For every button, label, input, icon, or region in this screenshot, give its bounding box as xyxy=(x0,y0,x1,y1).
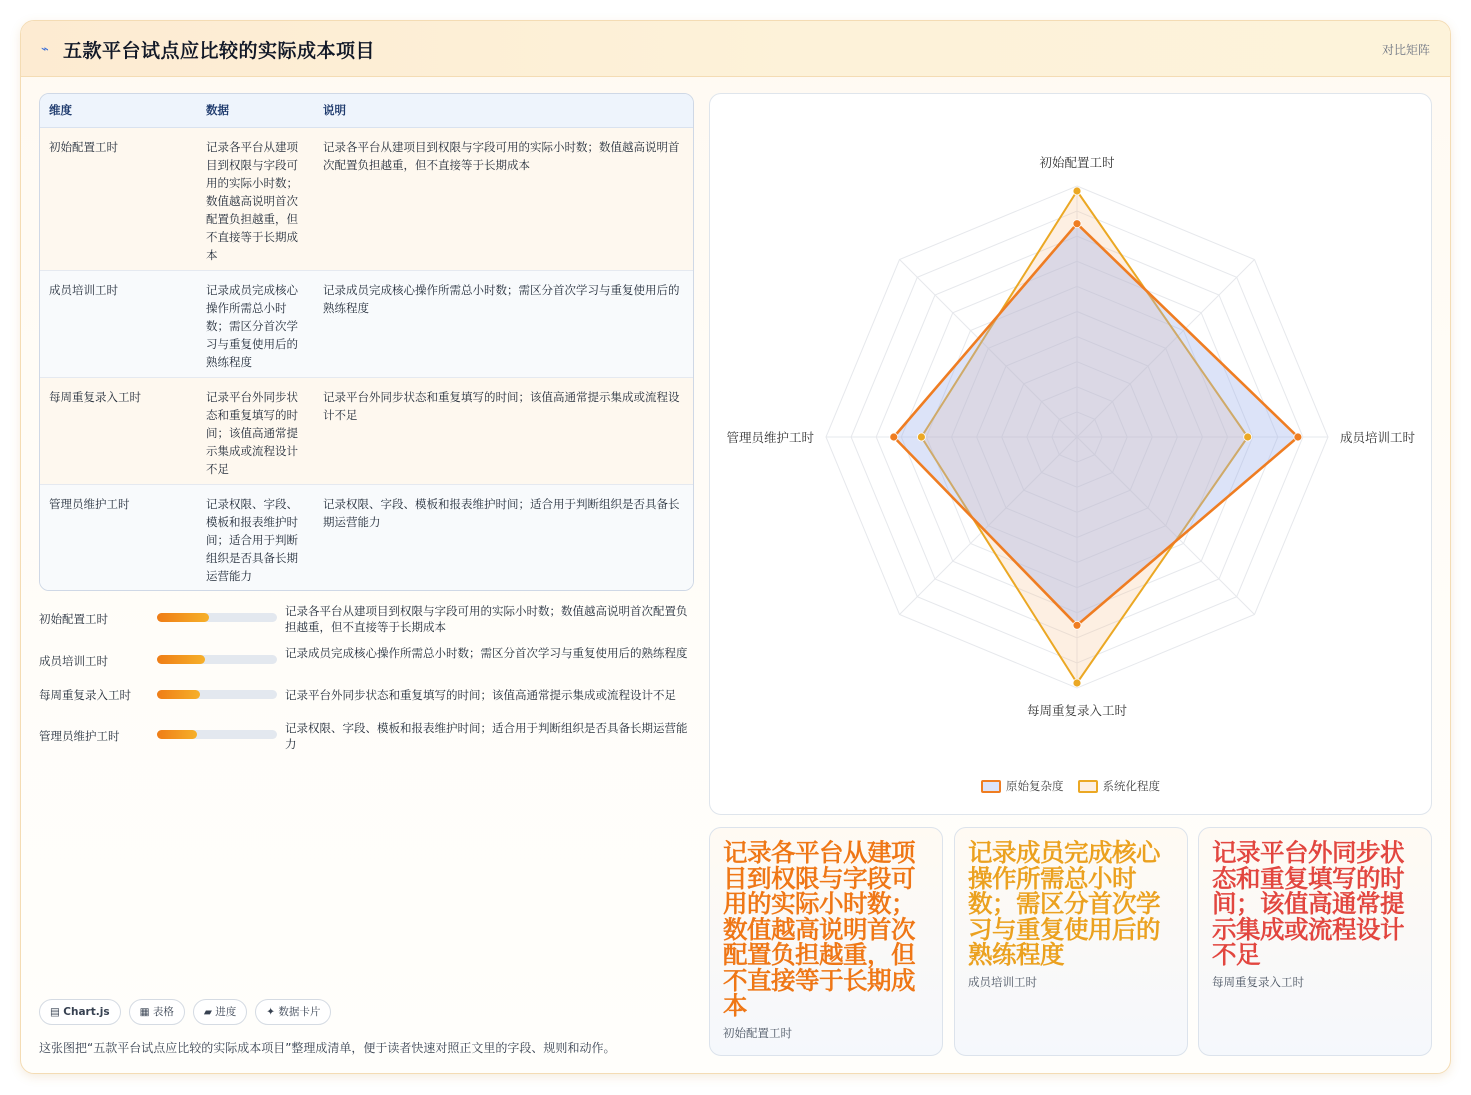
series-area-0 xyxy=(894,224,1298,626)
cell-desc: 记录各平台从建项目到权限与字段可用的实际小时数；数值越高说明首次配置负担越重，但不直接等于长期成本 xyxy=(314,127,693,270)
table-icon: ▦ xyxy=(139,1006,150,1018)
cell-dim: 每周重复录入工时 xyxy=(40,377,197,484)
radar-chart-panel xyxy=(709,93,1432,815)
progress-track xyxy=(157,613,277,622)
stat-label: 每周重复录入工时 xyxy=(1212,974,1304,989)
progress-desc: 记录权限、字段、模板和报表维护时间；适合用于判断组织是否具备长期运营能力 xyxy=(285,721,688,751)
cell-dim: 管理员维护工时 xyxy=(40,484,197,591)
stat-value: 记录平台外同步状态和重复填写的时间；该值高通常提示集成或流程设计不足 xyxy=(1212,838,1404,969)
data-point xyxy=(1244,433,1252,441)
cell-data: 记录成员完成核心操作所需总小时数；需区分首次学习与重复使用后的熟练程度 xyxy=(197,270,314,377)
data-point xyxy=(1073,220,1081,228)
axis-label: 初始配置工时 xyxy=(1039,155,1115,170)
progress-row xyxy=(39,645,695,685)
progress-fill xyxy=(157,655,205,664)
cell-data: 记录权限、字段、模板和报表维护时间；适合用于判断组织是否具备长期运营能力 xyxy=(197,484,314,591)
chip-progress[interactable] xyxy=(193,999,247,1025)
dimension-table xyxy=(39,93,694,591)
cell-desc: 记录成员完成核心操作所需总小时数；需区分首次学习与重复使用后的熟练程度 xyxy=(314,270,693,377)
stat-label: 成员培训工时 xyxy=(968,974,1037,989)
tech-chips xyxy=(39,999,331,1025)
table-row xyxy=(40,270,693,377)
progress-row xyxy=(39,603,695,643)
table-row xyxy=(40,484,693,591)
stat-label: 初始配置工时 xyxy=(723,1025,792,1040)
progress-label: 初始配置工时 xyxy=(39,612,108,626)
axis-label: 成员培训工时 xyxy=(1340,430,1416,445)
axis-label: 管理员维护工时 xyxy=(726,430,814,445)
progress-list xyxy=(39,603,695,756)
stat-card xyxy=(709,827,943,1056)
table-row xyxy=(40,127,693,270)
data-point xyxy=(1073,621,1081,629)
legend-label: 系统化程度 xyxy=(1102,779,1160,793)
cell-desc: 记录平台外同步状态和重复填写的时间；该值高通常提示集成或流程设计不足 xyxy=(314,377,693,484)
progress-row xyxy=(39,687,695,720)
table-header-row xyxy=(40,94,693,127)
page-title: 五款平台试点应比较的实际成本项目 xyxy=(63,40,376,62)
cell-data: 记录各平台从建项目到权限与字段可用的实际小时数；数值越高说明首次配置负担越重，但不直接等于长期成本 xyxy=(197,127,314,270)
stat-value: 记录成员完成核心操作所需总小时数；需区分首次学习与重复使用后的熟练程度 xyxy=(968,838,1160,969)
progress-fill xyxy=(157,690,200,699)
progress-label: 管理员维护工时 xyxy=(39,729,120,743)
data-point xyxy=(1294,433,1302,441)
progress-fill xyxy=(157,613,209,622)
legend-item[interactable] xyxy=(981,778,1064,794)
radar-chart xyxy=(710,94,1433,774)
header-bar xyxy=(21,21,1450,77)
col-header-data: 数据 xyxy=(197,94,314,127)
chart-icon: ▤ xyxy=(50,1006,60,1018)
legend-swatch-1 xyxy=(1078,780,1098,793)
data-point xyxy=(1073,187,1081,195)
legend-label: 原始复杂度 xyxy=(1006,779,1064,793)
legend-item[interactable] xyxy=(1078,778,1161,794)
axis-label: 每周重复录入工时 xyxy=(1026,703,1128,718)
chart-line-icon: ⌁ xyxy=(41,42,49,57)
progress-track xyxy=(157,730,277,739)
progress-desc: 记录平台外同步状态和重复填写的时间；该值高通常提示集成或流程设计不足 xyxy=(285,688,676,702)
dashboard-card xyxy=(20,20,1451,1074)
cell-data: 记录平台外同步状态和重复填写的时间；该值高通常提示集成或流程设计不足 xyxy=(197,377,314,484)
progress-row xyxy=(39,720,695,760)
caption-text: 这张图把“五款平台试点应比较的实际成本项目”整理成清单，便于读者快速对照正文里的字段、规则和动作。 xyxy=(39,1041,616,1055)
cell-desc: 记录权限、字段、模板和报表维护时间；适合用于判断组织是否具备长期运营能力 xyxy=(314,484,693,591)
data-point xyxy=(890,433,898,441)
progress-label: 成员培训工时 xyxy=(39,654,108,668)
cell-dim: 初始配置工时 xyxy=(40,127,197,270)
sparkle-icon: ✦ xyxy=(266,1006,276,1018)
chart-legend xyxy=(710,778,1431,794)
chip-label: 表格 xyxy=(152,1006,174,1018)
stat-card xyxy=(1198,827,1432,1056)
stat-card xyxy=(954,827,1188,1056)
legend-swatch-0 xyxy=(981,780,1001,793)
progress-desc: 记录各平台从建项目到权限与字段可用的实际小时数；数值越高说明首次配置负担越重，但不直接等于长期成本 xyxy=(285,604,688,634)
chip-chartjs[interactable] xyxy=(39,999,121,1025)
progress-icon: ▰ xyxy=(203,1006,212,1018)
col-header-dim: 维度 xyxy=(40,94,197,127)
chip-data-cards[interactable] xyxy=(255,999,331,1025)
cell-dim: 成员培训工时 xyxy=(40,270,197,377)
progress-fill xyxy=(157,730,197,739)
progress-desc: 记录成员完成核心操作所需总小时数；需区分首次学习与重复使用后的熟练程度 xyxy=(285,646,688,660)
chip-label: 数据卡片 xyxy=(278,1006,321,1018)
chip-label: Chart.js xyxy=(63,1006,110,1018)
table-row xyxy=(40,377,693,484)
progress-track xyxy=(157,655,277,664)
chip-label: 进度 xyxy=(215,1006,237,1018)
stat-value: 记录各平台从建项目到权限与字段可用的实际小时数；数值越高说明首次配置负担越重，但不直接等于长期成本 xyxy=(723,838,915,1020)
progress-track xyxy=(157,690,277,699)
view-tag[interactable]: 对比矩阵 xyxy=(1381,43,1430,57)
progress-label: 每周重复录入工时 xyxy=(39,688,131,702)
data-point xyxy=(917,433,925,441)
data-point xyxy=(1073,679,1081,687)
chip-table[interactable] xyxy=(129,999,185,1025)
col-header-desc: 说明 xyxy=(314,94,693,127)
